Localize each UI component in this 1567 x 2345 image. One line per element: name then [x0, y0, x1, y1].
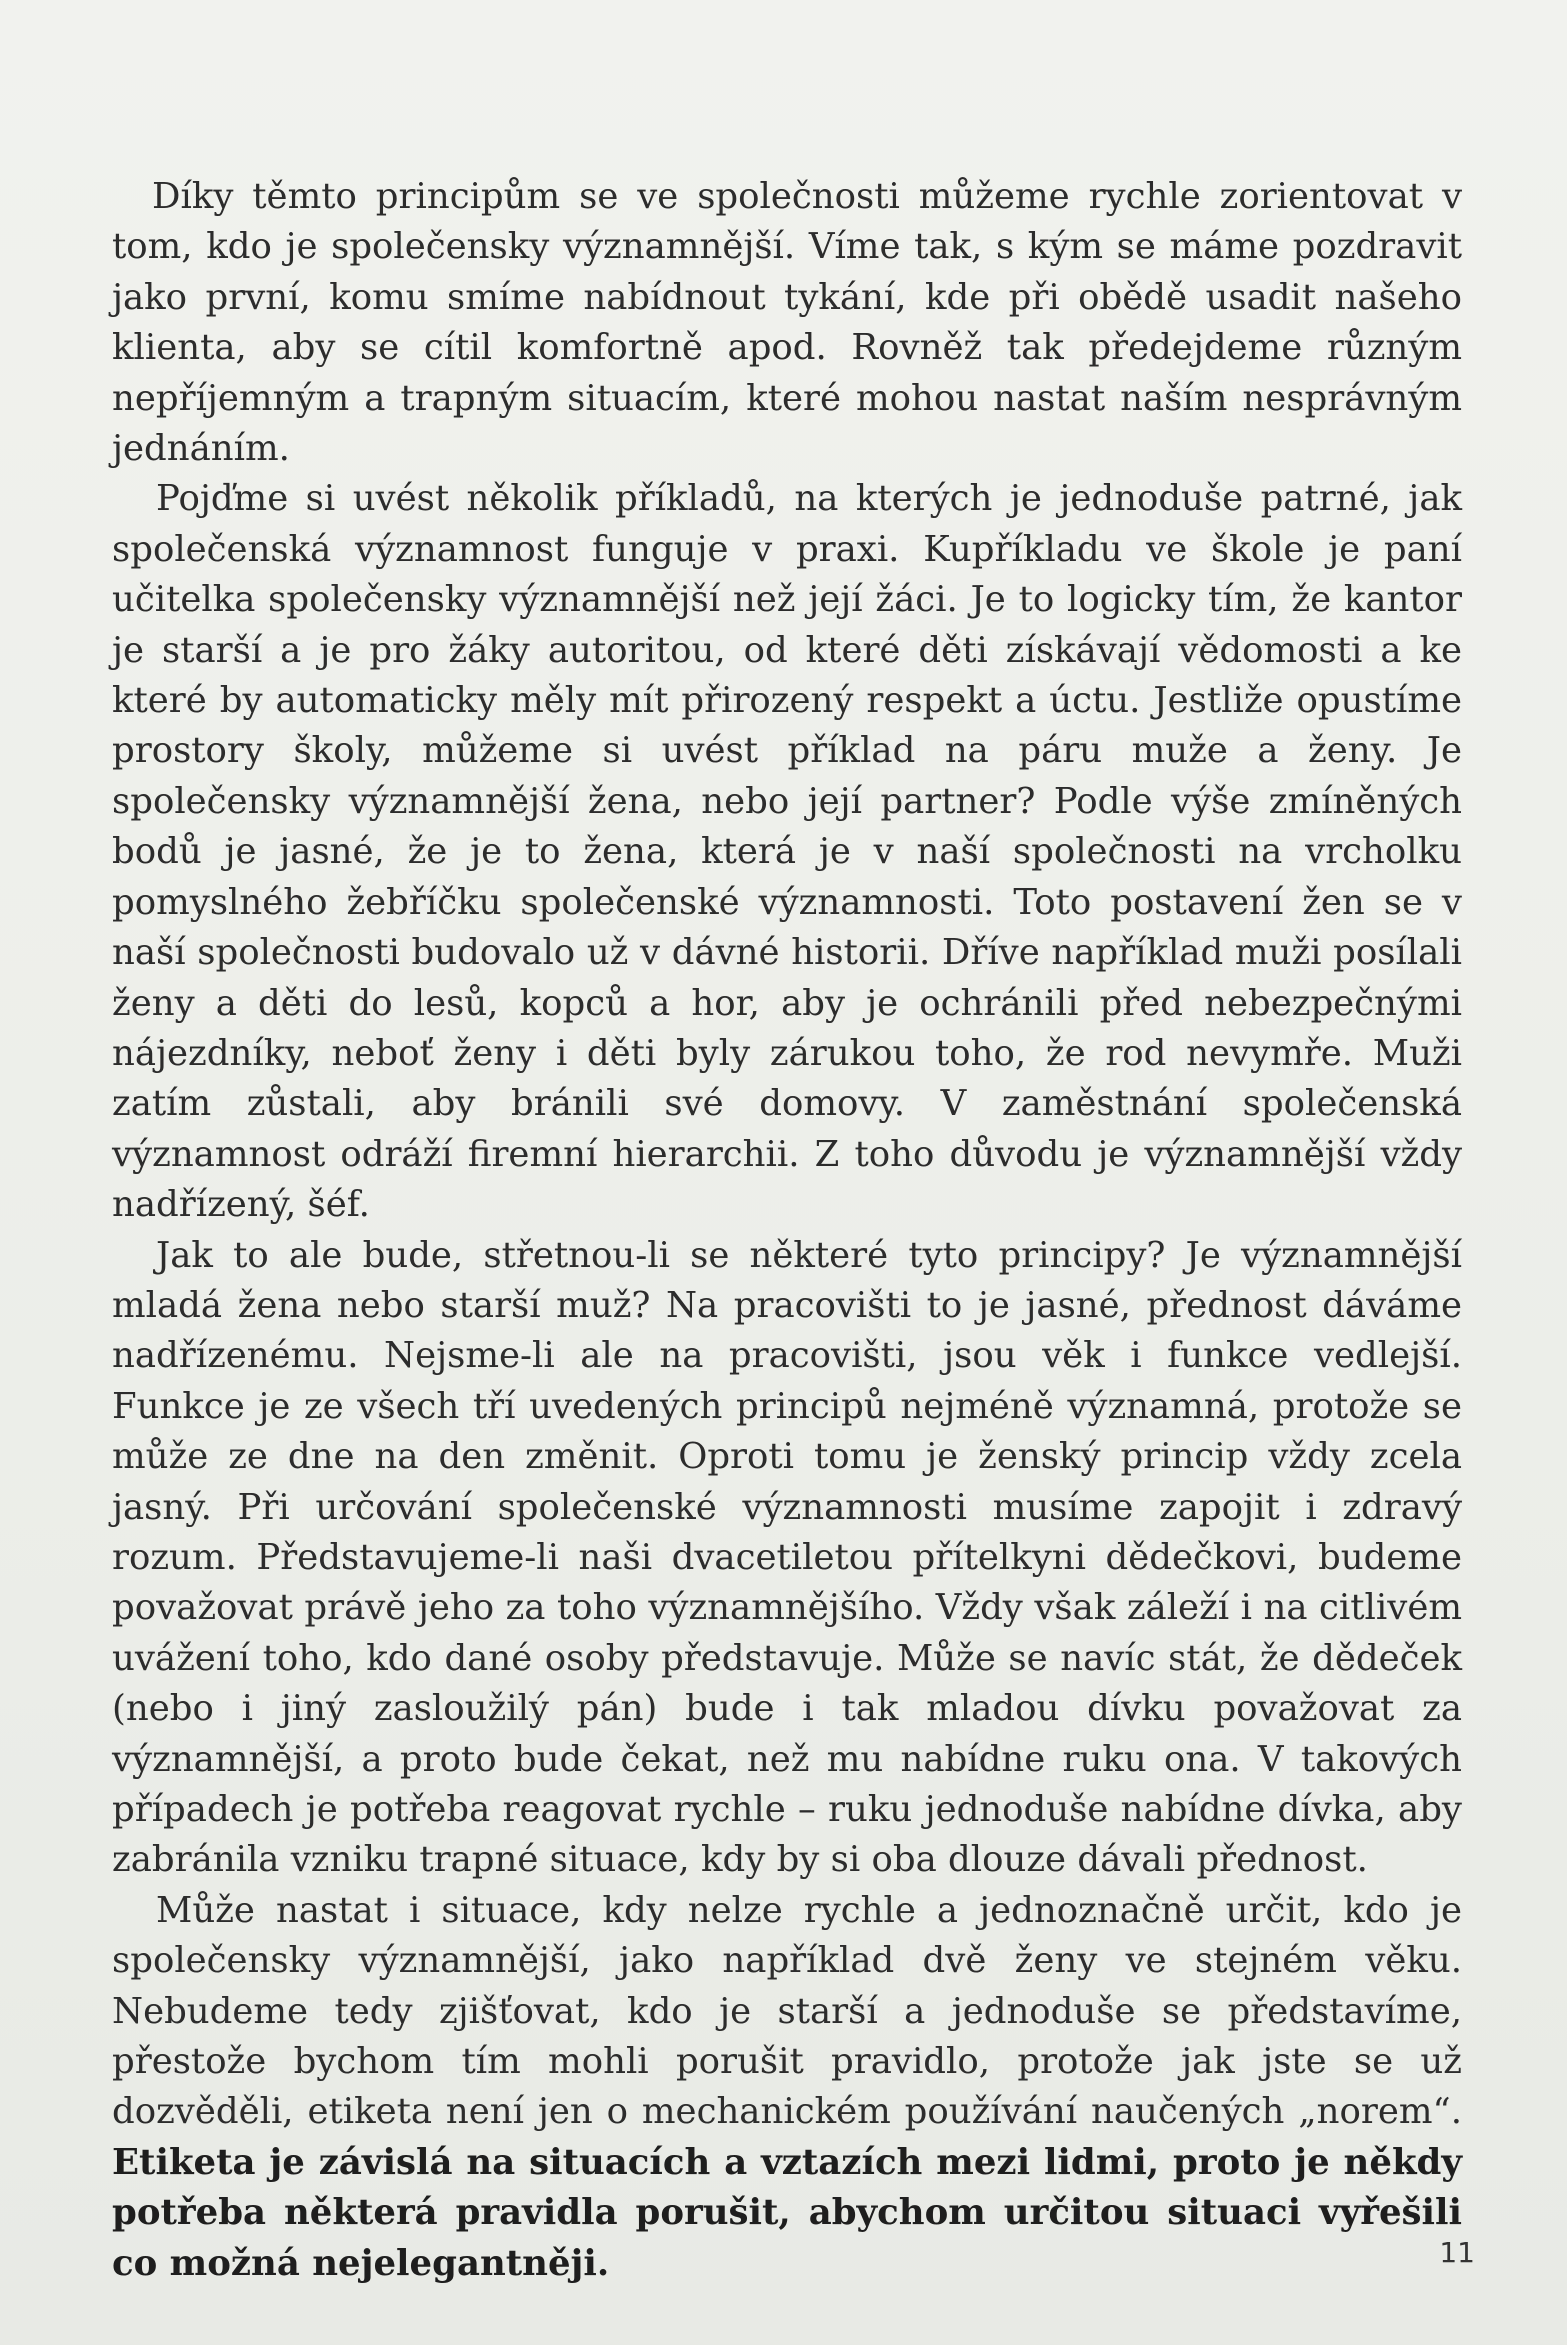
- page-number: 11: [1439, 2236, 1475, 2269]
- paragraph-2-text: Pojďme si uvést několik příkladů, na kterých je jednoduše patrné, jak společenská významnost funguje v praxi. Kupříkladu ve škole je paní učitelka společensky významnější než její žáci. Je to logicky tím, že kantor je starší a je pro žáky autoritou, od které děti získávají vědomosti a ke které by automaticky měly mít přirozený respekt a úctu. Jestliže opustíme prostory školy, můžeme si uvést příklad na páru muže a ženy. Je společensky významnější žena, nebo její partner? Podle výše zmíněných bodů je jasné, že je to žena, která je v naší společnosti na vrcholku pomyslného žebříčku společenské významnosti. Toto postavení žen se v naší společnosti budovalo už v dávné historii. Dříve například muži posílali ženy a děti do lesů, kopců a hor, aby je ochránili před nebezpečnými nájezdníky, neboť ženy i děti byly zárukou toho, že rod nevymře. Muži zatím zůstali, aby bránili své domovy. V zaměstnání společenská významnost odráží firemní hierarchii. Z toho důvodu je významnější vždy nadřízený, šéf.: [112, 478, 1462, 1226]
- paragraph-1-text: Díky těmto principům se ve společnosti můžeme rychle zorientovat v tom, kdo je společensky významnější. Víme tak, s kým se máme pozdravit jako první, komu smíme nabídnout tykání, kde při obědě usadit našeho klienta, aby se cítil komfortně apod. Rovněž tak předejdeme různým nepříjemným a trapným situacím, které mohou nastat naším nesprávným jednáním.: [112, 176, 1462, 470]
- paragraph-1: [112, 172, 1462, 474]
- paragraph-4-bold-text: Etiketa je závislá na situacích a vztazích mezi lidmi, proto je někdy potřeba některá pravidla porušit, abychom určitou situaci vyřešili co možná nejelegantněji.: [112, 2141, 1462, 2284]
- paragraph-3: [112, 1231, 1462, 1886]
- paragraph-4: [112, 1886, 1462, 2289]
- paragraph-4-text: Může nastat i situace, kdy nelze rychle a jednoznačně určit, kdo je společensky významnější, jako například dvě ženy ve stejném věku. Nebudeme tedy zjišťovat, kdo je starší a jednoduše se představíme, přestože bychom tím mohli porušit pravidlo, protože jak jste se už dozvěděli, etiketa není jen o mechanickém používání naučených „norem“.: [112, 1889, 1462, 2133]
- paragraph-3-text: Jak to ale bude, střetnou-li se některé tyto principy? Je významnější mladá žena nebo starší muž? Na pracovišti to je jasné, přednost dáváme nadřízenému. Nejsme-li ale na pracovišti, jsou věk i funkce vedlejší. Funkce je ze všech tří uvedených principů nejméně významná, protože se může ze dne na den změnit. Oproti tomu je ženský princip vždy zcela jasný. Při určování společenské významnosti musíme zapojit i zdravý rozum. Představujeme-li naši dvacetiletou přítelkyni dědečkovi, budeme považovat právě jeho za toho významnějšího. Vždy však záleží i na citlivém uvážení toho, kdo dané osoby představuje. Může se navíc stát, že dědeček (nebo i jiný zasloužilý pán) bude i tak mladou dívku považovat za významnější, a proto bude čekat, než mu nabídne ruku ona. V takových případech je potřeba reagovat rychle – ruku jednoduše nabídne dívka, aby zabránila vzniku trapné situace, kdy by si oba dlouze dávali přednost.: [112, 1234, 1462, 1881]
- body-text: [112, 172, 1462, 2289]
- paragraph-2: [112, 474, 1462, 1230]
